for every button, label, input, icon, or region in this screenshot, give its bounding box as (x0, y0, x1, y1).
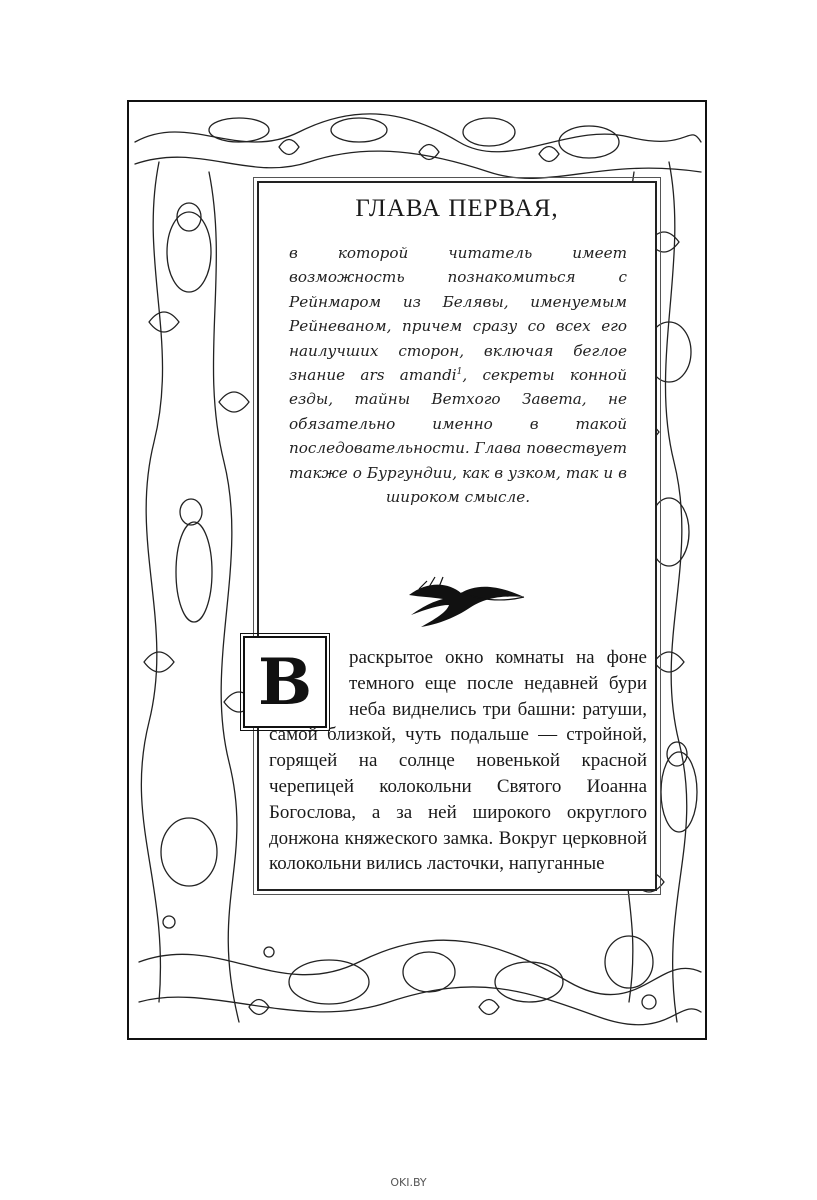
drop-cap-spacer (269, 645, 349, 721)
chapter-summary-text-1: в которой читатель имеет возможность познакомиться с Рейнмаром из Белявы, именуемым Рейневаном, причем сразу со всех его наилучших сторон, включая беглое знание ars amandi (289, 244, 627, 385)
chapter-summary-text-2: , секреты конной езды, тайны Ветхого Завета, не обязательно именно в такой последовательности. Глава повествует также о Бургундии, как в узком, так и в широком смысле. (289, 366, 627, 507)
chapter-text-panel (257, 181, 657, 891)
site-watermark: OKI.BY (390, 1176, 427, 1189)
chapter-title: ГЛАВА ПЕРВАЯ, (355, 195, 559, 222)
flying-bird-ornament-icon (399, 575, 529, 635)
body-paragraph-text: раскрытое окно комнаты на фоне темного еще после недавней бури неба виднелись три башни: ратуши, самой близкой, чуть подальше — стройной, горящей на солнце новенькой красной черепицей колокольни Святого Иоанна Богослова, а за ней широкого округлого донжона княжеского замка. Вокруг церковной колокольни вились ласточки, напуганные (269, 647, 647, 875)
drop-cap-letter: В (243, 636, 327, 728)
body-paragraph (269, 645, 647, 877)
footnote-marker[interactable]: 1 (456, 366, 463, 377)
chapter-summary (289, 241, 627, 509)
